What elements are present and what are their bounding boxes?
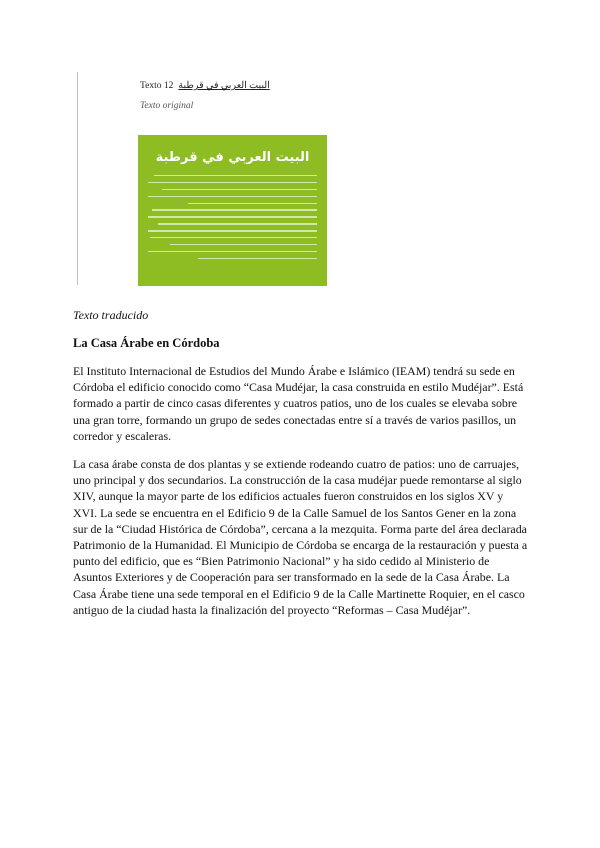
original-text-subtitle: Texto original: [140, 101, 194, 111]
original-text-title: [140, 80, 270, 91]
cover-title: البيت العربي في قرطبة: [155, 150, 310, 165]
cover-text-lines: [148, 175, 317, 259]
translated-text-label: Texto traducido: [73, 308, 149, 322]
arabic-text-image: [138, 135, 327, 286]
paragraph-1: El Instituto Internacional de Estudios del Mundo Árabe e Islámico (IEAM) tendrá su sede en Córdoba el edificio conocido como “Casa Mudéjar, la casa construida en estilo Mudéjar”. Está formado a partir de cinco casas diferentes y cuatros patios, uno de los cuales se elevaba sobre una gran torre, formando un grupo de sedes conectadas entre sí a través de varios pasillos, un corredor y escaleras.: [73, 364, 524, 443]
blockquote-bar: [77, 72, 78, 285]
paragraph-2: La casa árabe consta de dos plantas y se extiende rodeando cuatro de patios: uno de carruajes, uno principal y dos secundarios. La construcción de la casa mudéjar puede remontarse al siglo XIV, aunque la mayor parte de los edificios actuales fueron construidos en los siglos XV y XVI. La sede se encuentra en el Edificio 9 de la Calle Samuel de los Santos Gener en la zona sur de la “Ciudad Histórica de Córdoba”, cercana a la mezquita. Forma parte del área declarada Patrimonio de la Humanidad. El Municipio de Córdoba se encarga de la restauración y puesta a punto del edificio, que es “Bien Patrimonio Nacional” y ha sido cedido al Ministerio de Asuntos Exteriores y de Cooperación para ser transformado en la sede de la Casa Árabe. La Casa Árabe tiene una sede temporal en el Edificio 9 de la Calle Martinette Roquier, en el casco antiguo de la ciudad hasta la finalización del proyecto “Reformas – Casa Mudéjar”.: [73, 457, 528, 617]
original-title-label: Texto 12: [140, 81, 174, 91]
article-heading: La Casa Árabe en Córdoba: [73, 336, 220, 350]
original-title-arabic: البيت العربي في قرطبة: [178, 81, 270, 91]
